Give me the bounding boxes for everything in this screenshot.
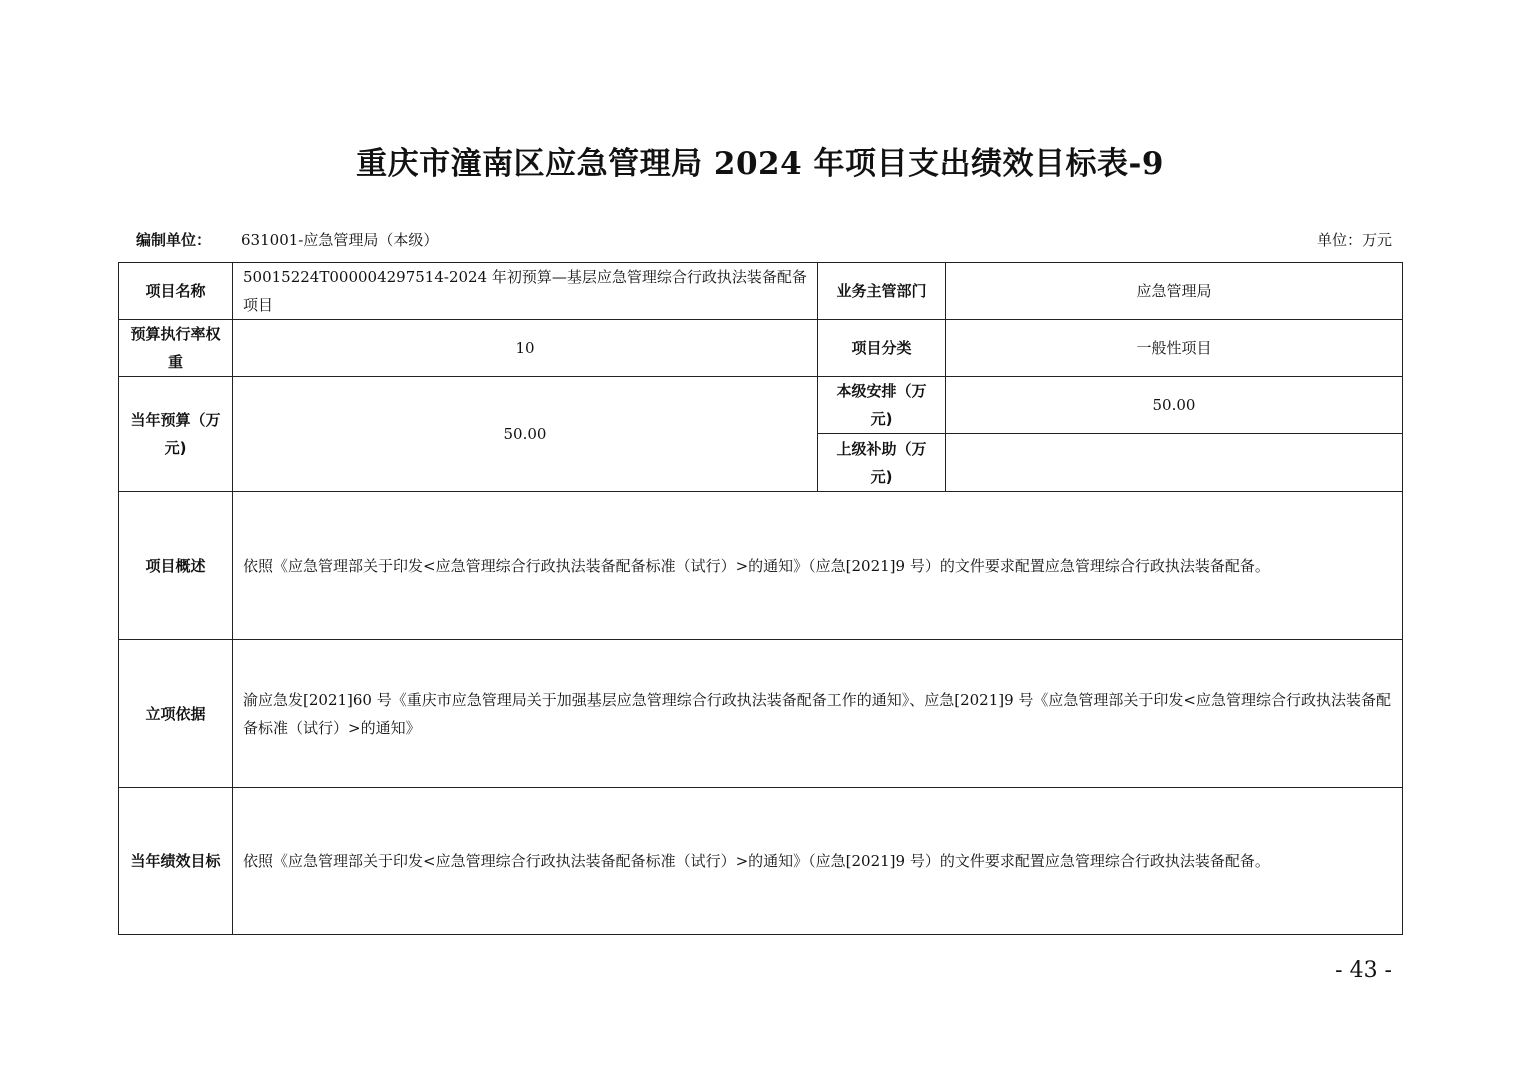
compiling-unit (136, 229, 438, 250)
table-row (119, 263, 1403, 320)
table-row (119, 492, 1403, 640)
overview-value: 依照《应急管理部关于印发<应急管理综合行政执法装备配备标准（试行）>的通知》（应急[2021]9 号）的文件要求配置应急管理综合行政执法装备配备。 (233, 492, 1403, 640)
project-name-value: 50015224T000004297514-2024 年初预算—基层应急管理综合行政执法装备配备项目 (233, 263, 818, 320)
dept-label: 业务主管部门 (818, 263, 946, 320)
goal-label: 当年绩效目标 (119, 788, 233, 935)
table-row (119, 320, 1403, 377)
local-label: 本级安排（万元) (818, 377, 946, 434)
overview-label: 项目概述 (119, 492, 233, 640)
local-value: 50.00 (946, 377, 1403, 434)
category-value: 一般性项目 (946, 320, 1403, 377)
table-row (119, 640, 1403, 788)
goal-value: 依照《应急管理部关于印发<应急管理综合行政执法装备配备标准（试行）>的通知》（应急[2021]9 号）的文件要求配置应急管理综合行政执法装备配备。 (233, 788, 1403, 935)
exec-rate-label: 预算执行率权重 (119, 320, 233, 377)
budget-label: 当年预算（万元) (119, 377, 233, 492)
budget-value: 50.00 (233, 377, 818, 492)
project-name-label: 项目名称 (119, 263, 233, 320)
exec-rate-value: 10 (233, 320, 818, 377)
currency-unit: 单位：万元 (1316, 231, 1392, 249)
upper-label: 上级补助（万元) (818, 434, 946, 492)
category-label: 项目分类 (818, 320, 946, 377)
performance-target-table (118, 262, 1403, 935)
page-number: - 43 - (1335, 958, 1392, 983)
basis-label: 立项依据 (119, 640, 233, 788)
page-title: 重庆市潼南区应急管理局 2024 年项目支出绩效目标表-9 (356, 146, 1164, 182)
compiling-unit-value: 631001-应急管理局（本级） (241, 231, 439, 249)
table-row (119, 377, 1403, 434)
table-row (119, 788, 1403, 935)
upper-value (946, 434, 1403, 492)
compiling-unit-label: 编制单位： (136, 231, 212, 249)
dept-value: 应急管理局 (946, 263, 1403, 320)
basis-value: 渝应急发[2021]60 号《重庆市应急管理局关于加强基层应急管理综合行政执法装备配备工作的通知》、应急[2021]9 号《应急管理部关于印发<应急管理综合行政执法装备配备标准（试行）>的通知》 (233, 640, 1403, 788)
